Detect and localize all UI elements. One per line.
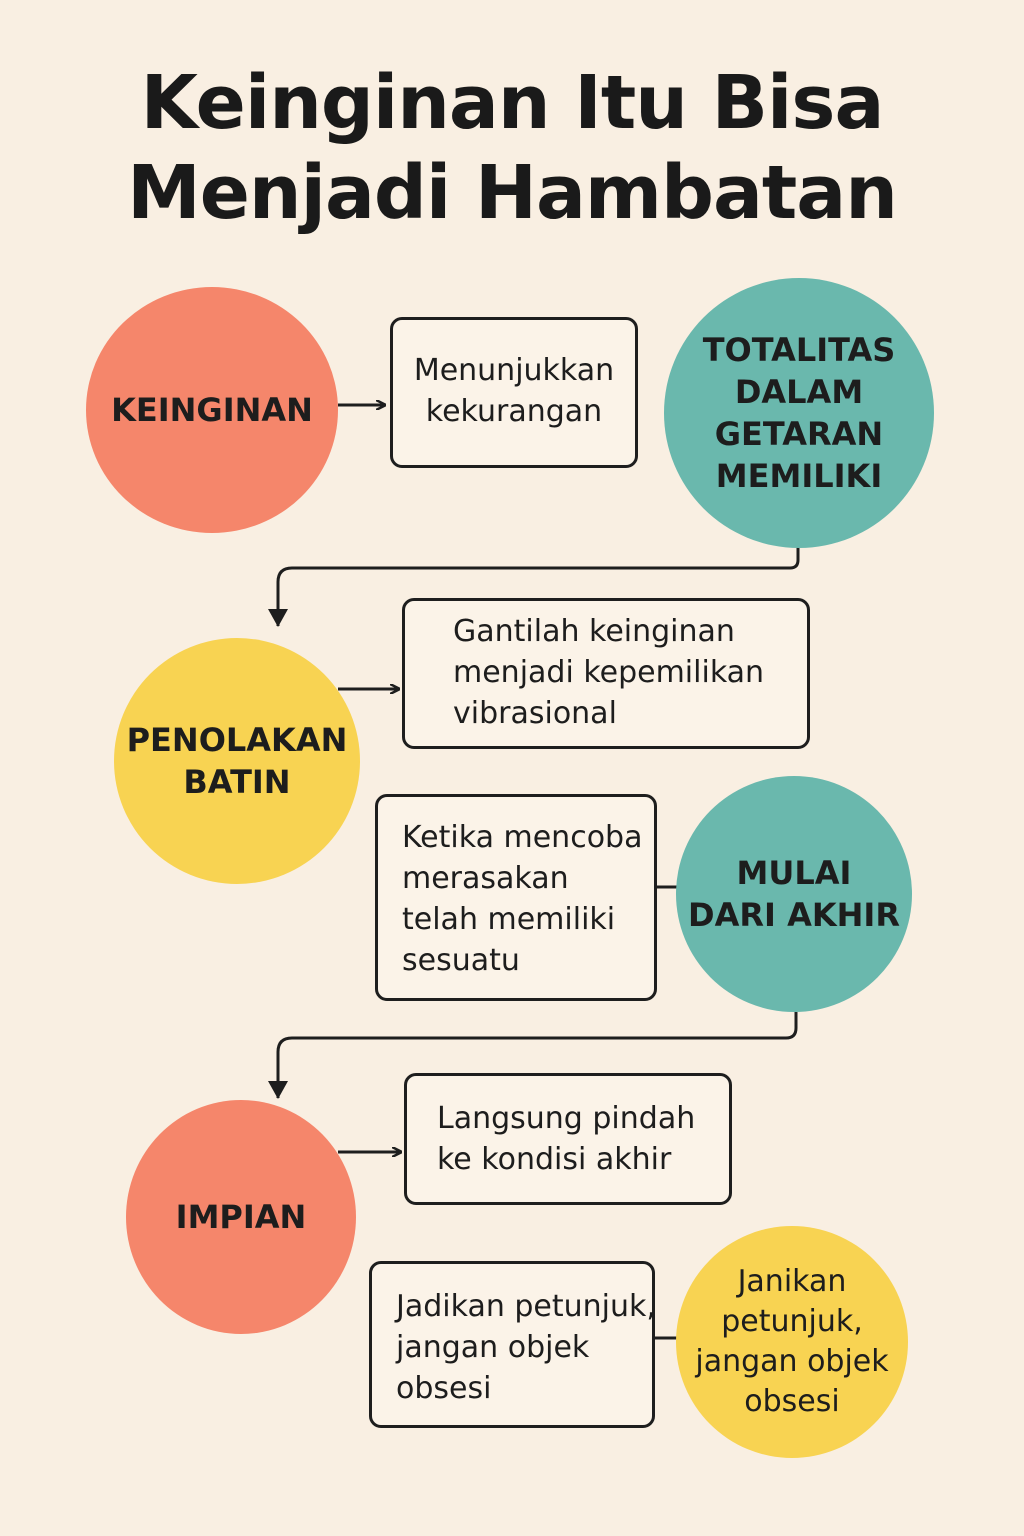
box-ketika-mencoba xyxy=(375,794,657,1001)
box-langsung-line: ke kondisi akhir xyxy=(437,1142,672,1177)
box-jadikan-line: Jadikan petunjuk, xyxy=(396,1289,656,1324)
node-keinginan-label: KEINGINAN xyxy=(111,391,313,429)
box-ketika-line: merasakan xyxy=(402,861,569,896)
node-janikan-line: jangan objek xyxy=(695,1344,889,1379)
node-janikan-line: obsesi xyxy=(744,1384,840,1419)
box-menunjukkan-line: Menunjukkan xyxy=(413,353,615,388)
box-jadikan-petunjuk xyxy=(369,1261,655,1428)
node-totalitas-line: DALAM xyxy=(734,373,864,411)
box-ketika-line: Ketika mencoba xyxy=(402,820,643,855)
box-jadikan-line: obsesi xyxy=(396,1371,492,1406)
node-janikan-line: Janikan xyxy=(737,1264,847,1299)
node-totalitas-line: GETARAN xyxy=(714,415,884,453)
node-janikan xyxy=(676,1226,908,1458)
node-mulai-line: MULAI xyxy=(736,854,852,892)
node-totalitas xyxy=(664,278,934,548)
box-gantilah-line: menjadi kepemilikan xyxy=(453,655,765,690)
title-line-1: Keinginan Itu Bisa xyxy=(140,60,884,146)
node-penolakan-line: PENOLAKAN xyxy=(126,721,348,759)
box-jadikan-line: jangan objek xyxy=(396,1330,590,1365)
node-penolakan-batin xyxy=(114,638,360,884)
node-impian-label: IMPIAN xyxy=(175,1198,307,1236)
title-line-2: Menjadi Hambatan xyxy=(127,150,897,236)
node-mulai-line: DARI AKHIR xyxy=(688,896,900,934)
box-menunjukkan-kekurangan xyxy=(390,317,638,468)
node-janikan-line: petunjuk, xyxy=(721,1304,863,1339)
box-langsung-line: Langsung pindah xyxy=(437,1101,696,1136)
box-ketika-line: sesuatu xyxy=(402,943,520,978)
node-totalitas-line: MEMILIKI xyxy=(715,457,883,495)
box-gantilah-line: vibrasional xyxy=(453,696,617,731)
node-impian xyxy=(126,1100,356,1334)
box-langsung-pindah xyxy=(404,1073,732,1205)
node-penolakan-line: BATIN xyxy=(183,763,291,801)
box-ketika-line: telah memiliki xyxy=(402,902,616,937)
box-gantilah-keinginan xyxy=(402,598,810,749)
box-gantilah-line: Gantilah keinginan xyxy=(453,614,735,649)
node-totalitas-line: TOTALITAS xyxy=(702,331,896,369)
node-mulai-dari-akhir xyxy=(676,776,912,1012)
box-menunjukkan-line: kekurangan xyxy=(425,394,603,429)
node-keinginan xyxy=(86,287,338,533)
